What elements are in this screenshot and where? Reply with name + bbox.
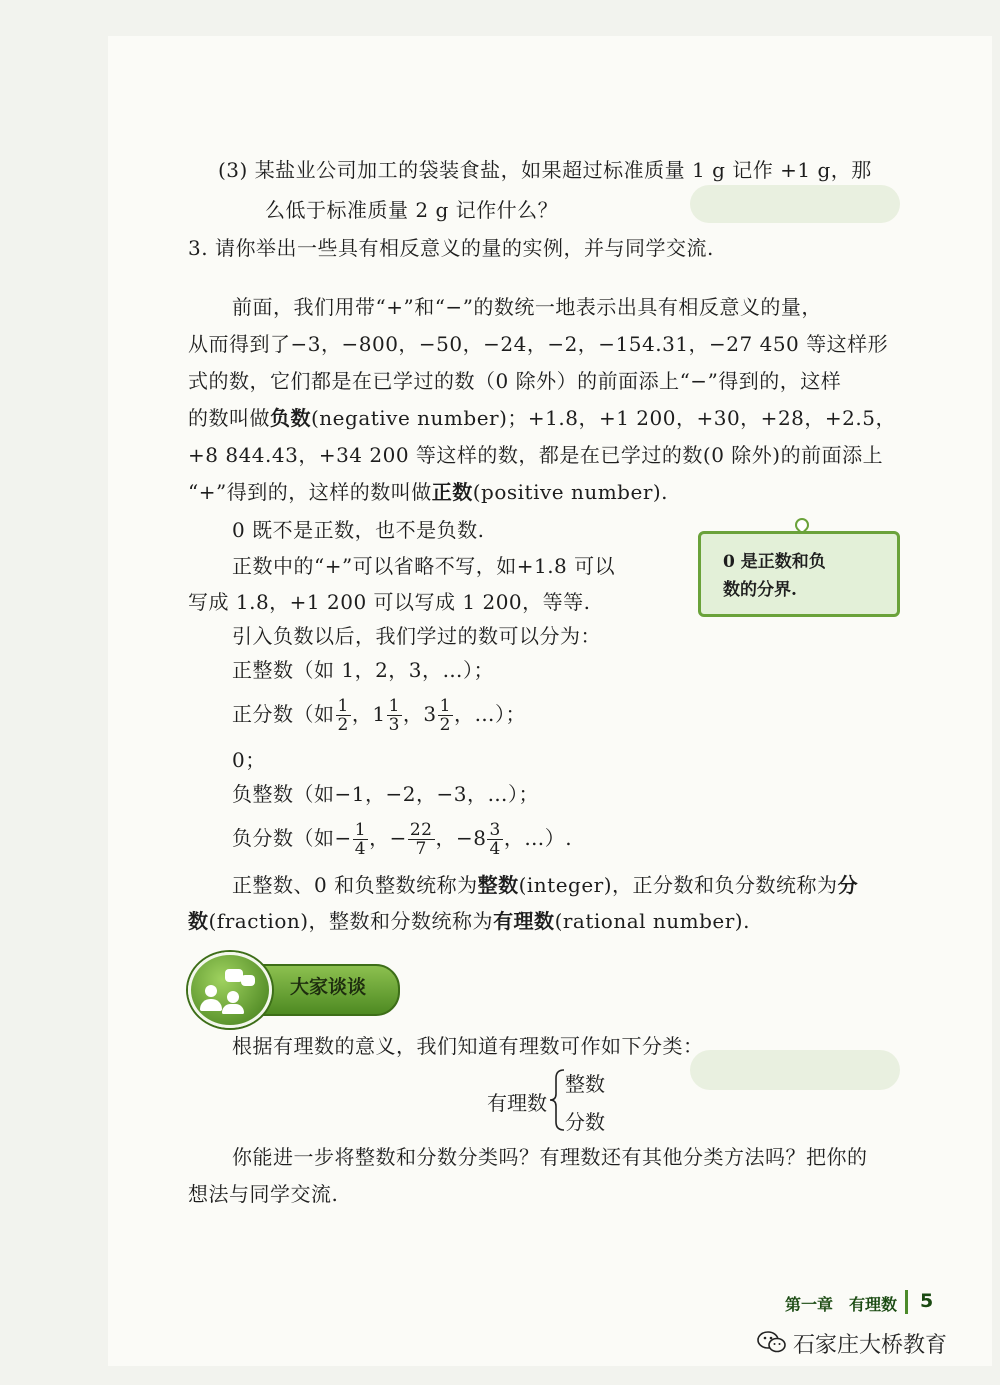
footer-chapter: 第一章 有理数 [785,1295,898,1314]
paragraph-line: 引入负数以后，我们学过的数可以分为： [232,624,601,648]
fraction [336,697,351,734]
paragraph-line: 前面，我们用带“+”和“−”的数统一地表示出具有相反意义的量， [232,295,822,319]
discussion-badge-circle [188,952,272,1028]
person-icon [205,985,217,997]
paragraph-line [232,871,858,899]
numerator: 1 [337,696,349,716]
category-negative-fractions [232,818,572,858]
wechat-icon [757,1330,787,1354]
paragraph-line [188,404,896,432]
page-number: 5 [920,1290,934,1312]
side-note-line: 数的分界. [723,580,797,600]
denominator: 2 [337,715,349,735]
term-rational-number: 有理数 [493,909,555,933]
category-positive-integers: 正整数（如 1，2，3，…）； [232,658,495,682]
exercise-3-3-line1: (3) 某盐业公司加工的袋装食盐，如果超过标准质量 1 g 记作 +1 g，那 [218,158,872,182]
text: ，−8 [435,826,487,850]
term-positive-number: 正数 [431,480,473,504]
paragraph-line: +8 844.43，+34 200 等这样的数，都是在已学过的数(0 除外)的前面添上 [188,443,884,467]
fraction [438,697,453,734]
numerator: 1 [388,696,400,716]
bleed-through-shape [690,1050,900,1090]
curly-brace-icon [548,1068,566,1132]
text: ，1 [351,702,386,726]
fraction [353,821,368,858]
paragraph-line: 式的数，它们都是在已学过的数（0 除外）的前面添上“−”得到的，这样 [188,369,842,393]
text: (fraction)，整数和分数统称为 [208,909,494,933]
text: (positive number). [472,480,669,504]
paragraph-line: 根据有理数的意义，我们知道有理数可作如下分类： [232,1034,704,1058]
exercise-3-3-line2: 么低于标准质量 2 g 记作什么？ [265,198,559,222]
classification-child-integer: 整数 [565,1072,605,1096]
text: (negative number)；+1.8，+1 200，+30，+28，+2.5， [311,406,896,430]
paragraph-line [188,907,750,935]
classification-child-fraction: 分数 [565,1110,605,1134]
paragraph-line: 从而得到了−3，−800，−50，−24，−2，−154.31，−27 450 等这样形 [188,332,889,356]
text: (integer)，正分数和负分数统称为 [518,873,838,897]
text: “+”得到的，这样的数叫做 [188,480,432,504]
paragraph-line: 0 既不是正数，也不是负数. [232,518,485,542]
paragraph-line: 写成 1.8，+1 200 可以写成 1 200，等等. [188,590,591,614]
text: 正分数（如 [232,702,335,726]
bleed-through-shape [690,185,900,223]
speech-bubble-icon [241,975,255,986]
denominator: 7 [415,839,427,859]
person-icon [200,999,222,1011]
term-fraction-part: 数 [188,909,209,933]
text: 负分数（如− [232,826,352,850]
exercise-3: 3. 请你举出一些具有相反意义的量的实例，并与同学交流. [188,236,714,260]
paragraph-line: 你能进一步将整数和分数分类吗？有理数还有其他分类方法吗？把你的 [232,1145,868,1169]
paragraph-line [188,478,668,506]
numerator: 22 [409,820,433,840]
term-negative-number: 负数 [270,406,311,430]
discussion-badge-label: 大家谈谈 [290,976,367,998]
term-fraction-part: 分 [837,873,859,897]
numerator: 1 [439,696,451,716]
fraction [487,821,502,858]
numerator: 1 [354,820,367,840]
text: (rational number). [554,909,750,933]
side-note [698,531,900,617]
category-positive-fractions [232,694,526,734]
text: 正整数、0 和负整数统称为 [232,873,478,897]
classification-root: 有理数 [487,1091,547,1115]
denominator: 4 [354,839,367,859]
text: 的数叫做 [188,406,270,430]
denominator: 4 [489,839,501,859]
text: ，3 [402,702,437,726]
fraction [408,821,435,858]
person-icon [227,991,239,1003]
paragraph-line: 正数中的“+”可以省略不写，如+1.8 可以 [232,554,616,578]
footer-divider [905,1290,908,1314]
side-note-line: 0 是正数和负 [723,552,826,572]
text: ，− [369,826,407,850]
category-negative-integers: 负整数（如−1，−2，−3，…）； [232,782,539,806]
fraction [387,697,402,734]
paragraph-line: 想法与同学交流. [188,1182,339,1206]
category-zero: 0； [232,748,266,772]
numerator: 3 [489,820,501,840]
term-integer: 整数 [477,873,519,897]
person-icon [222,1004,244,1014]
text: ，…）. [503,826,573,850]
text: ，…）； [453,702,526,726]
denominator: 2 [439,715,451,735]
denominator: 3 [388,715,400,735]
watermark-text: 石家庄大桥教育 [793,1333,948,1358]
